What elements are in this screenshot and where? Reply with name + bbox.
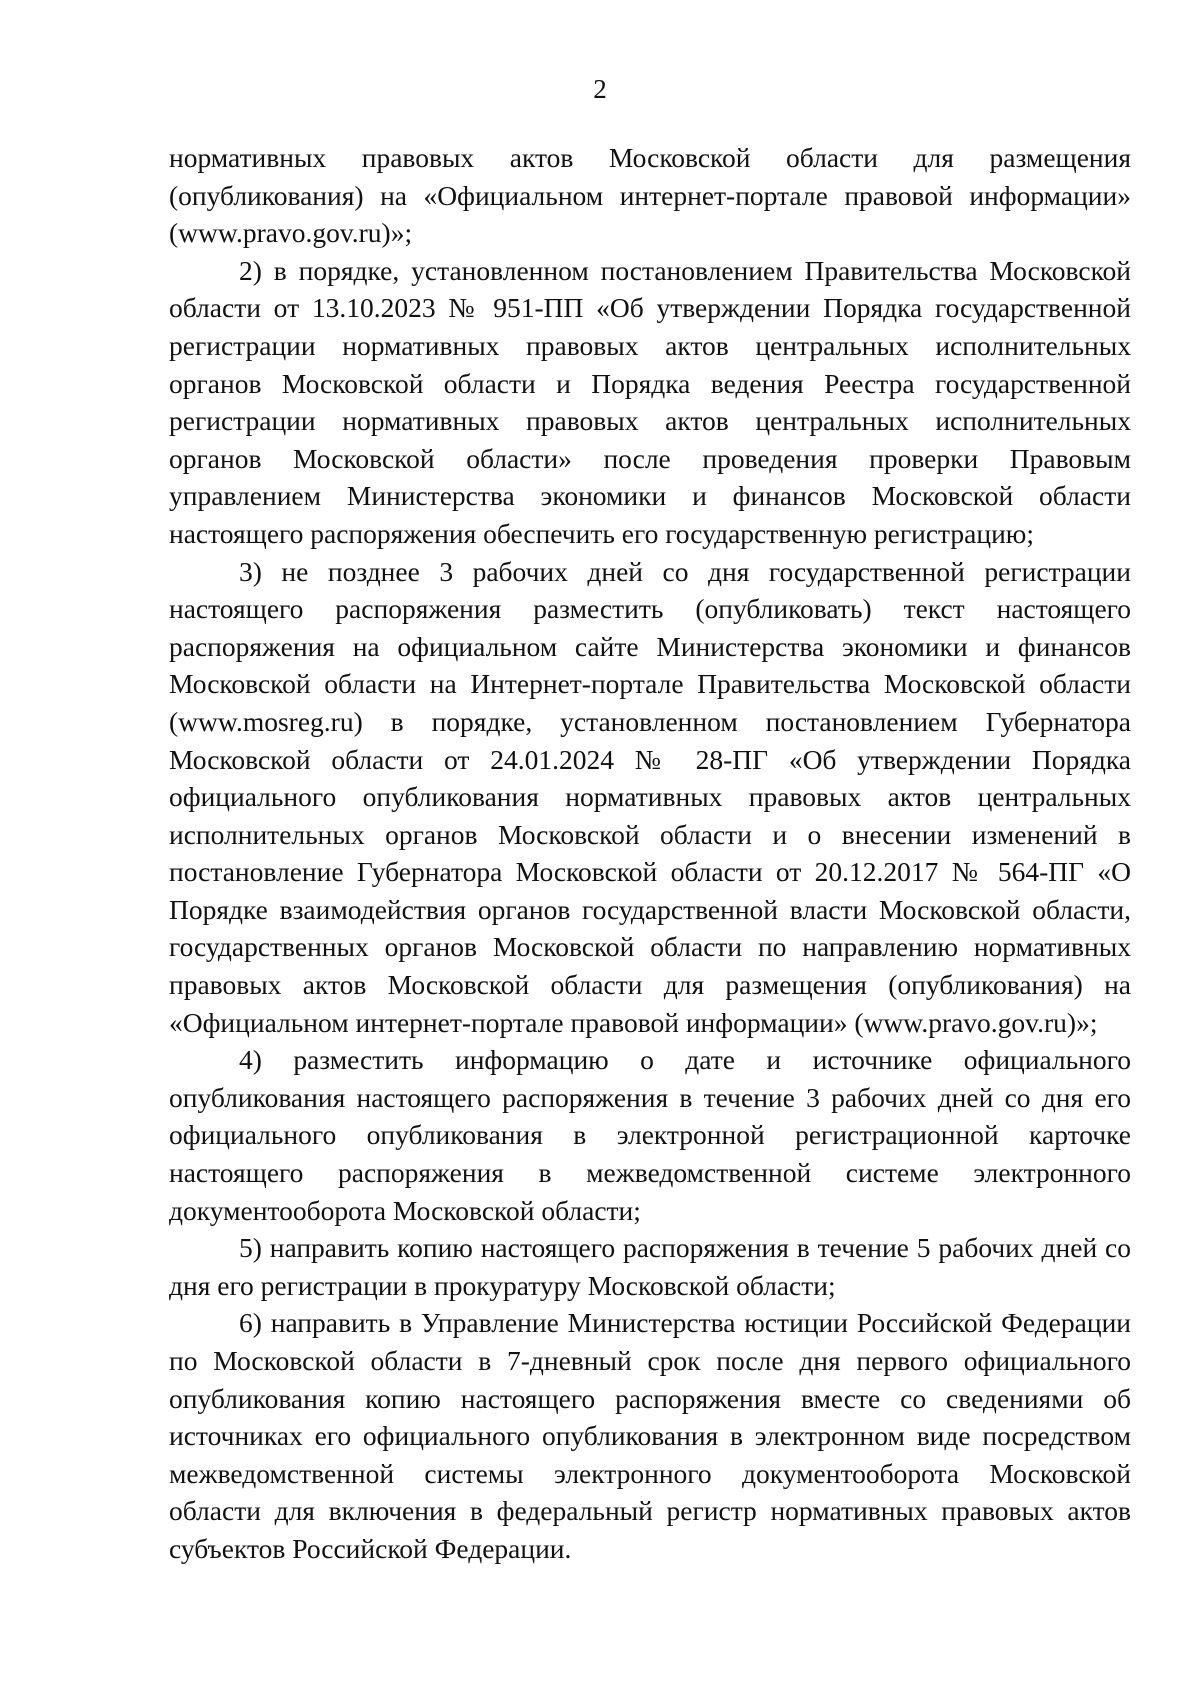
paragraph-item-5: 5) направить копию настоящего распоряжения в течение 5 рабочих дней со дня его регистрации в прокуратуру Московской области; (169, 1232, 1131, 1301)
page-number: 2 (593, 74, 607, 104)
paragraph-item-3: 3) не позднее 3 рабочих дней со дня государственной регистрации настоящего распоряжения разместить (опубликовать) текст настоящего распоряжения на официальном сайте Министерства экономики и финансов Московской области на Интернет-портале Правительства Московской области (www.mosreg.ru) в порядке, установленном постановлением Губернатора Московской области от 24.01.2024 № 28-ПГ «Об утверждении Порядка официального опубликования нормативных правовых актов центральных исполнительных органов Московской области и о внесении изменений в постановление Губернатора Московской области от 20.12.2017 № 564-ПГ «О Порядке взаимодействия органов государственной власти Московской области, государственных органов Московской области по направлению нормативных правовых актов Московской области для размещения (опубликования) на «Официальном интернет-портале правовой информации» (www.pravo.gov.ru)»; (169, 555, 1131, 1038)
document-body (169, 139, 1131, 1568)
paragraph-item-6: 6) направить в Управление Министерства юстиции Российской Федерации по Московской области в 7-дневный срок после дня первого официального опубликования копию настоящего распоряжения вместе со сведениями об источниках его официального опубликования в электронном виде посредством межведомственной системы электронного документооборота Московской области для включения в федеральный регистр нормативных правовых актов субъектов Российской Федерации. (169, 1307, 1131, 1564)
paragraph-item-2: 2) в порядке, установленном постановлением Правительства Московской области от 13.10.2023 № 951-ПП «Об утверждении Порядка государственной регистрации нормативных правовых актов центральных исполнительных органов Московской области и Порядка ведения Реестра государственной регистрации нормативных правовых актов центральных исполнительных органов Московской области» после проведения проверки Правовым управлением Министерства экономики и финансов Московской области настоящего распоряжения обеспечить его государственную регистрацию; (169, 254, 1131, 549)
paragraph-item-4: 4) разместить информацию о дате и источнике официального опубликования настоящего распоряжения в течение 3 рабочих дней со дня его официального опубликования в электронной регистрационной карточке настоящего распоряжения в межведомственной системе электронного документооборота Московской области; (169, 1044, 1131, 1226)
paragraph-continuation: нормативных правовых актов Московской области для размещения (опубликования) на «Официальном интернет-портале правовой информации» (www.pravo.gov.ru)»; (169, 142, 1131, 249)
